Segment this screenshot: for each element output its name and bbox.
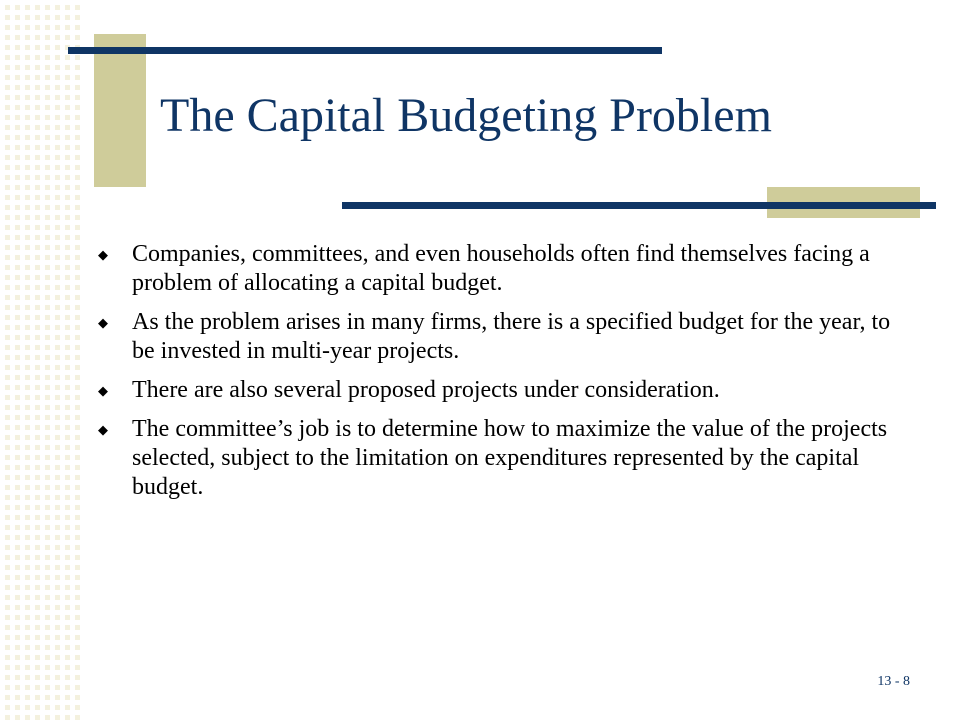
diamond-bullet-icon: ◆ [98,315,108,330]
bullet-item [96,308,896,366]
side-pattern-decoration [0,0,82,720]
bullet-text: The committee’s job is to determine how to maximize the value of the projects selected, subject to the limitation on expenditures represented by the capital budget. [132,416,888,500]
slide-title: The Capital Budgeting Problem [160,89,772,142]
bullet-item [96,415,896,502]
bullet-text: There are also several proposed projects under consideration. [132,377,720,403]
bullet-text: As the problem arises in many firms, there is a specified budget for the year, to be invested in multi-year projects. [132,309,891,364]
bullet-item [96,376,896,405]
diamond-bullet-icon: ◆ [98,422,108,437]
bullet-text: Companies, committees, and even households often find themselves facing a problem of allocating a capital budget. [132,241,870,296]
slide-number: 13 - 8 [877,674,910,689]
diamond-bullet-icon: ◆ [98,383,108,398]
bottom-accent-line [342,202,936,209]
bullet-list [96,240,896,512]
diamond-bullet-icon: ◆ [98,247,108,262]
top-accent-block [94,34,146,187]
bullet-item [96,240,896,298]
top-accent-line [68,47,662,54]
